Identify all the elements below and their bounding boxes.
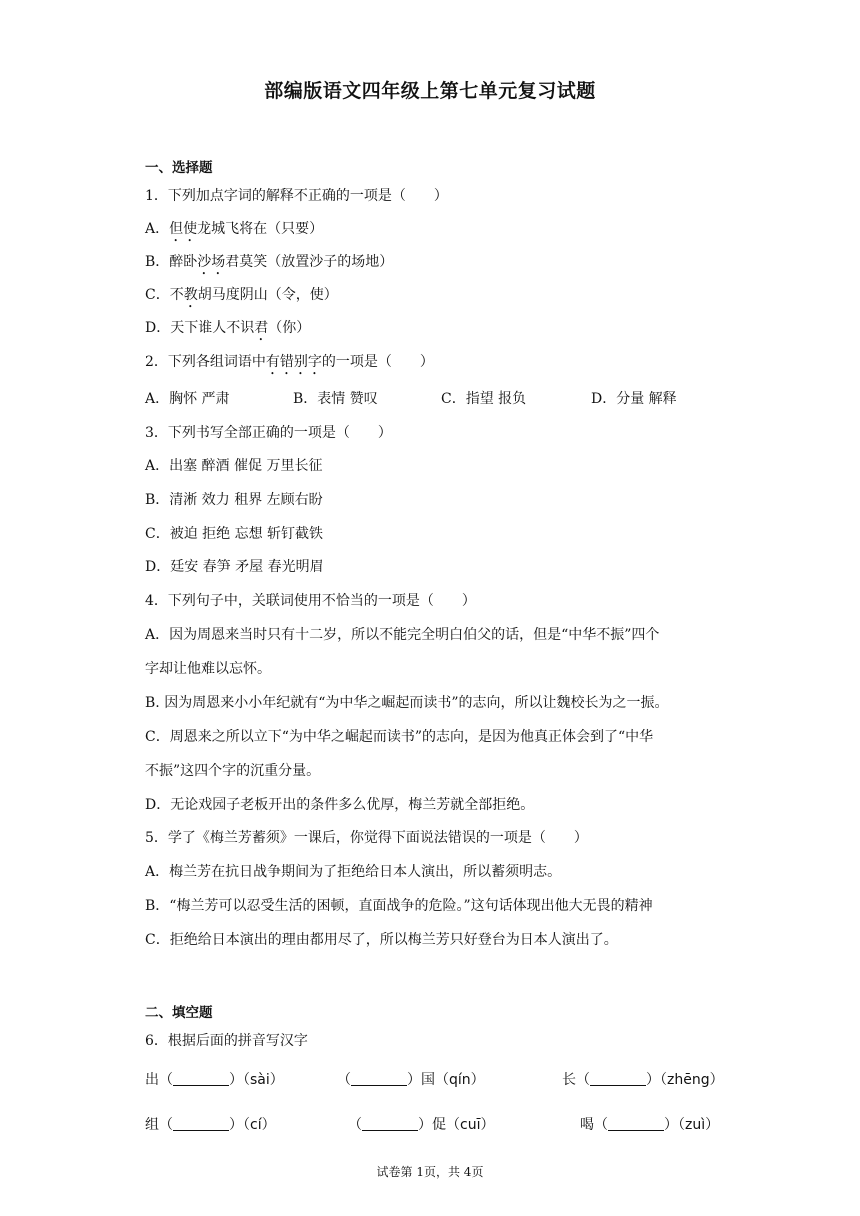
dotted-word: 教 [183, 287, 198, 303]
dotted-word: 沙场 [197, 254, 226, 270]
item-text: ） [269, 1072, 284, 1088]
item-text: 喝（ [580, 1117, 608, 1133]
question-4-stem: 4．下列句子中，关联词使用不恰当的一项是（ ） [145, 593, 476, 609]
option-letter: D． [145, 320, 171, 336]
question-4-option-a: A．因为周恩来当时只有十二岁，所以不能完全明白伯父的话，但是“中华不振”四个 [145, 627, 660, 643]
question-3-stem: 3．下列书写全部正确的一项是（ ） [145, 425, 392, 441]
item-text: ）（ [229, 1072, 250, 1088]
option-text: （你） [268, 320, 311, 336]
question-2-options [145, 389, 725, 409]
item-text: ）（ [229, 1117, 250, 1133]
pinyin: cí [250, 1117, 262, 1133]
question-4-option-b: B. 因为周恩来小小年纪就有“为中华之崛起而读书”的志向，所以让魏校长为之一振。 [145, 695, 669, 711]
question-1-option-c [145, 285, 725, 311]
item-text: 出（ [145, 1072, 173, 1088]
question-5-stem: 5．学了《梅兰芳蓄须》一课后，你觉得下面说法错误的一项是（ ） [145, 830, 588, 846]
answer-blank[interactable] [590, 1071, 646, 1086]
pinyin: sài [250, 1072, 270, 1088]
pinyin-item [337, 1070, 485, 1090]
dotted-word: 但使 [169, 221, 198, 237]
question-6-stem: 6．根据后面的拼音写汉字 [145, 1033, 308, 1049]
question-1-option-a [145, 219, 725, 245]
question-5-option-c: C．拒绝给日本演出的理由都用尽了，所以梅兰芳只好登台为日本人演出了。 [145, 932, 618, 948]
item-text: ）（ [664, 1117, 685, 1133]
stem-text: 2．下列各组词语中 [145, 354, 266, 370]
question-3-option-c: C．被迫 拒绝 忘想 斩钉截铁 [145, 526, 324, 542]
pinyin-item [348, 1115, 494, 1135]
dotted-word: 君 [254, 320, 269, 336]
pinyin: zhēng [667, 1072, 710, 1088]
question-5-option-b: B．“梅兰芳可以忍受生活的困顿，直面战争的危险。”这句话体现出他大无畏的精神 [145, 898, 653, 914]
question-4-option-a-cont: 字却让他难以忘怀。 [145, 661, 271, 677]
pinyin-item [145, 1115, 276, 1135]
answer-blank[interactable] [608, 1116, 664, 1131]
option-text: 天下谁人不识 [170, 320, 255, 336]
question-5-option-a: A．梅兰芳在抗日战争期间为了拒绝给日本人演出，所以蓄须明志。 [145, 864, 562, 880]
question-3-option-a: A．出塞 醉酒 催促 万里长征 [145, 458, 323, 474]
option-a: A．胸怀 严肃 [145, 391, 230, 407]
pinyin-item [562, 1070, 724, 1090]
pinyin: zuì [685, 1117, 706, 1133]
question-3-option-d: D．廷安 春笋 矛屋 春光明眉 [145, 559, 324, 575]
item-text: ） [709, 1072, 724, 1088]
question-4-option-c: C．周恩来之所以立下“为中华之崛起而读书”的志向，是因为他真正体会到了“中华 [145, 729, 654, 745]
item-text: ）国（ [407, 1072, 449, 1088]
item-text: ） [480, 1117, 495, 1133]
question-1-option-b [145, 252, 725, 278]
item-text: 长（ [562, 1072, 590, 1088]
page-footer: 试卷第 1页，共 4页 [376, 1165, 484, 1179]
question-3-option-b: B．清淅 效力 租界 左顾右盼 [145, 492, 323, 508]
section-heading-fill: 二、填空题 [145, 1005, 213, 1021]
answer-blank[interactable] [351, 1071, 407, 1086]
option-text: 不 [169, 287, 184, 303]
pinyin-item [580, 1115, 719, 1135]
option-text: 醉卧 [169, 254, 198, 270]
answer-blank[interactable] [362, 1116, 418, 1131]
item-text: 组（ [145, 1117, 173, 1133]
item-text: ）（ [646, 1072, 667, 1088]
stem-text: 的一项是（ ） [321, 354, 434, 370]
question-1-stem: 1．下列加点字词的解释不正确的一项是（ ） [145, 188, 448, 204]
option-letter: A． [145, 221, 170, 237]
item-text: ）促（ [418, 1117, 460, 1133]
option-letter: C． [145, 287, 170, 303]
answer-blank[interactable] [173, 1071, 229, 1086]
question-2-stem [145, 352, 725, 378]
page-title: 部编版语文四年级上第七单元复习试题 [264, 80, 596, 102]
pinyin: cuī [460, 1117, 481, 1133]
item-text: （ [348, 1117, 362, 1133]
dotted-word: 有错别字 [265, 354, 322, 370]
option-text: 龙城飞将在（只要） [197, 221, 324, 237]
item-text: ） [261, 1117, 276, 1133]
option-text: 君莫笑（放置沙子的场地） [225, 254, 394, 270]
option-text: 胡马度阴山（令，使） [197, 287, 338, 303]
pinyin: qín [449, 1072, 471, 1088]
question-4-option-d: D．无论戏园子老板开出的条件多么优厚，梅兰芳就全部拒绝。 [145, 797, 535, 813]
option-c: C．指望 报负 [441, 391, 527, 407]
item-text: ） [705, 1117, 720, 1133]
option-b: B．表情 赞叹 [293, 391, 378, 407]
section-heading-choice: 一、选择题 [145, 160, 213, 176]
option-d: D．分量 解释 [591, 391, 677, 407]
pinyin-item [145, 1070, 284, 1090]
question-4-option-c-cont: 不振”这四个字的沉重分量。 [145, 763, 321, 779]
item-text: ） [470, 1072, 485, 1088]
question-1-option-d [145, 318, 725, 344]
item-text: （ [337, 1072, 351, 1088]
answer-blank[interactable] [173, 1116, 229, 1131]
option-letter: B． [145, 254, 170, 270]
